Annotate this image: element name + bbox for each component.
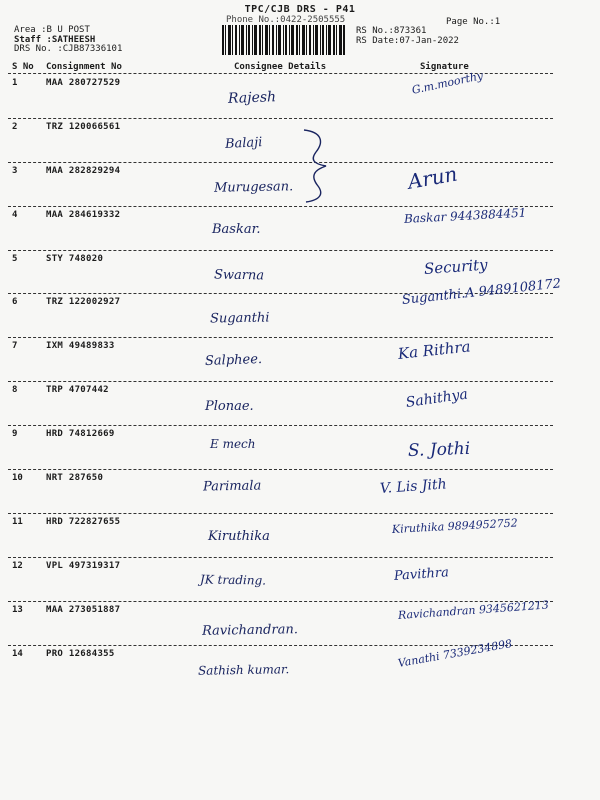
recipient-signature: V. Lis Jith [379,476,448,497]
row-number: 4 [12,210,18,220]
drs-number: DRS No. :CJB87336101 [14,44,123,54]
header-right-block [356,26,459,46]
recipient-signature: Suganthi.A 9489108172 [401,276,562,308]
recipient-signature: Security [423,255,489,278]
row-number: 3 [12,166,18,176]
consignee-handwritten-name: Salphee. [204,352,263,369]
row-divider [8,118,553,119]
page-number: Page No.:1 [446,17,501,27]
recipient-signature: G.m.moorthy [410,69,485,97]
row-divider [8,557,553,558]
recipient-signature: Pavithra [393,565,450,584]
column-sno: S No [12,62,34,72]
recipient-signature: Ka Rithra [397,337,472,363]
area-label: Area :B U POST [14,25,90,35]
row-divider [8,337,553,338]
row-number: 5 [12,254,18,264]
staff-label: Staff :SATHEESH [14,34,96,45]
consignee-handwritten-name: E mech [210,437,256,451]
consignment-number: TRZ 120066561 [46,122,121,132]
column-consignment: Consignment No [46,62,122,72]
recipient-signature: Sahithya [404,386,469,411]
consignee-handwritten-name: Balaji [224,135,263,152]
consignment-number: MAA 273051887 [46,605,121,615]
consignee-handwritten-name: Rajesh [227,89,277,107]
row-number: 2 [12,122,18,132]
recipient-signature: Arun [405,161,460,194]
consignee-handwritten-name: Parimala [202,478,262,495]
header-left-block [14,26,122,55]
consignment-number: HRD 722827655 [46,517,121,527]
consignment-number: HRD 74812669 [46,429,115,439]
consignee-handwritten-name: Swarna [213,267,265,284]
consignee-handwritten-name: Plonae. [205,399,254,414]
row-divider [8,381,553,382]
document-title: TPC/CJB DRS - P41 [244,4,356,15]
handwritten-bracket [300,128,334,204]
phone-number: Phone No.:0422-2505555 [226,15,346,25]
rs-number: RS No.:873361 [356,26,427,36]
row-number: 1 [12,78,18,88]
consignment-number: MAA 280727529 [46,78,121,88]
consignment-number: MAA 282829294 [46,166,121,176]
row-number: 7 [12,341,18,351]
row-number: 10 [12,473,23,483]
row-divider [8,425,553,426]
consignment-number: STY 748020 [46,254,104,264]
row-divider [8,162,553,163]
recipient-signature: Baskar 9443884451 [403,205,527,226]
consignment-number: IXM 49489833 [46,341,115,351]
consignment-number: VPL 497319317 [46,561,121,571]
consignee-handwritten-name: Suganthi [209,310,270,327]
row-divider [8,250,553,251]
column-signature: Signature [420,62,469,72]
consignee-handwritten-name: Ravichandran. [201,622,299,639]
row-number: 8 [12,385,18,395]
row-divider [8,206,553,207]
row-number: 13 [12,605,23,615]
recipient-signature: Ravichandran 9345621213 [397,598,550,622]
recipient-signature: Vanathi 7339234898 [396,637,514,670]
row-divider [8,469,553,470]
consignee-handwritten-name: Murugesan. [213,179,294,196]
consignment-number: MAA 284619332 [46,210,121,220]
consignment-number: TRP 4707442 [46,385,109,395]
row-number: 9 [12,429,18,439]
recipient-signature: Kiruthika 9894952752 [391,516,518,536]
consignment-number: NRT 287650 [46,473,104,483]
column-consignee: Consignee Details [234,62,327,72]
consignee-handwritten-name: Baskar. [212,222,261,237]
row-number: 14 [12,649,23,659]
consignee-handwritten-name: Sathish kumar. [197,662,290,678]
consignment-number: TRZ 122002927 [46,297,121,307]
row-number: 11 [12,517,23,527]
row-number: 12 [12,561,23,571]
row-number: 6 [12,297,18,307]
barcode-image [222,25,346,55]
row-divider [8,513,553,514]
rs-date: RS Date:07-Jan-2022 [356,36,459,46]
consignment-number: PRO 12684355 [46,649,115,659]
row-divider [8,601,553,602]
consignee-handwritten-name: JK trading. [199,572,267,588]
recipient-signature: S. Jothi [407,438,471,461]
consignee-handwritten-name: Kiruthika [208,529,270,544]
